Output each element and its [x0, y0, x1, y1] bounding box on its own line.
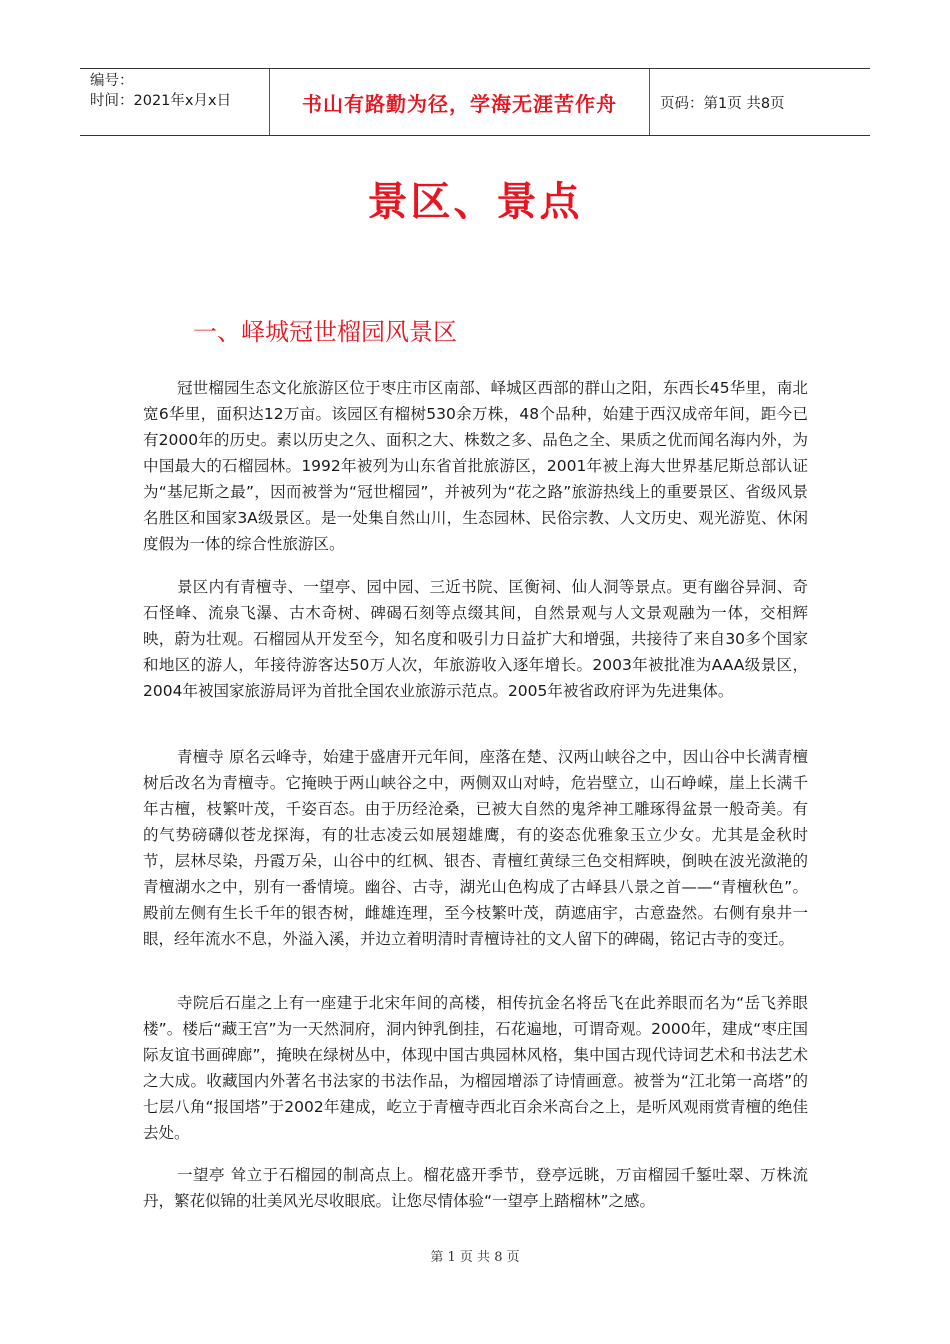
- document-date-label: 时间：2021年x月x日: [90, 93, 232, 109]
- header-meta: [80, 69, 270, 135]
- body-paragraph: 寺院后石崖之上有一座建于北宋年间的高楼，相传抗金名将岳飞在此养眼而名为“岳飞养眼楼”。楼后“藏王宫”为一天然洞府，洞内钟乳倒挂，石花遍地，可谓奇观。2000年，建成“枣庄国际友谊书画碑廊”，掩映在绿树丛中，体现中国古典园林风格，集中国古现代诗词艺术和书法艺术之大成。收藏国内外著名书法家的书法作品，为榴园增添了诗情画意。被誉为“江北第一高塔”的七层八角“报国塔”于2002年建成，屹立于青檀寺西北百余米高台之上，是听风观雨赏青檀的绝佳去处。: [143, 994, 808, 1142]
- page-footer: 第 1 页 共 8 页: [430, 1250, 520, 1265]
- header-page-info: 页码：第1页 共8页: [660, 95, 785, 112]
- page-title: 景区、景点: [367, 179, 583, 225]
- body-paragraph: 景区内有青檀寺、一望亭、园中园、三近书院、匡衡祠、仙人洞等景点。更有幽谷异洞、奇石怪峰、流泉飞瀑、古木奇树、碑碣石刻等点缀其间，自然景观与人文景观融为一体，交相辉映，蔚为壮观。石榴园从开发至今，知名度和吸引力日益扩大和增强，共接待了来自30多个国家和地区的游人，年接待游客达50万人次，年旅游收入逐年增长。2003年被批准为AAA级景区，2004年被国家旅游局评为首批全国农业旅游示范点。2005年被省政府评为先进集体。: [143, 578, 808, 700]
- document-number-label: 编号：: [90, 73, 134, 89]
- section-heading: 一、峄城冠世榴园风景区: [193, 318, 457, 346]
- body-paragraph: 冠世榴园生态文化旅游区位于枣庄市区南部、峄城区西部的群山之阳，东西长45华里，南北宽6华里，面积达12万亩。该园区有榴树530余万株，48个品种，始建于西汉成帝年间，距今已有2000年的历史。素以历史之久、面积之大、株数之多、品色之全、果质之优而闻名海内外，为中国最大的石榴园林。1992年被列为山东省首批旅游区，2001年被上海大世界基尼斯总部认证为“基尼斯之最”，因而被誉为“冠世榴园”，并被列为“花之路”旅游热线上的重要景区、省级风景名胜区和国家3A级景区。是一处集自然山川，生态园林、民俗宗教、人文历史、观光游览、休闲度假为一体的综合性旅游区。: [143, 379, 808, 553]
- body-paragraph: 青檀寺 原名云峰寺，始建于盛唐开元年间，座落在楚、汉两山峡谷之中，因山谷中长满青檀树后改名为青檀寺。它掩映于两山峡谷之中，两侧双山对峙，危岩壁立，山石峥嵘，崖上长满千年古檀，枝繁叶茂，千姿百态。由于历经沧桑，已被大自然的鬼斧神工雕琢得盆景一般奇美。有的气势磅礴似苍龙探海，有的壮志凌云如展翅雄鹰，有的姿态优雅象玉立少女。尤其是金秋时节，层林尽染，丹霞万朵，山谷中的红枫、银杏、青檀红黄绿三色交相辉映，倒映在波光潋滟的青檀湖水之中，别有一番情境。幽谷、古寺，湖光山色构成了古峄县八景之首——“青檀秋色”。殿前左侧有生长千年的银杏树，雌雄连理，至今枝繁叶茂，荫遮庙宇，古意盎然。右侧有泉井一眼，经年流水不息，外溢入溪，并边立着明清时青檀诗社的文人留下的碑碣，铭记古寺的变迁。: [143, 748, 808, 948]
- document-header: [80, 68, 870, 136]
- body-paragraph: 一望亭 耸立于石榴园的制高点上。榴花盛开季节，登亭远眺，万亩榴园千錾吐翠、万株流丹，繁花似锦的壮美风光尽收眼底。让您尽情体验“一望亭上踏榴林”之感。: [143, 1166, 808, 1210]
- header-motto: 书山有路勤为径，学海无涯苦作舟: [270, 69, 650, 135]
